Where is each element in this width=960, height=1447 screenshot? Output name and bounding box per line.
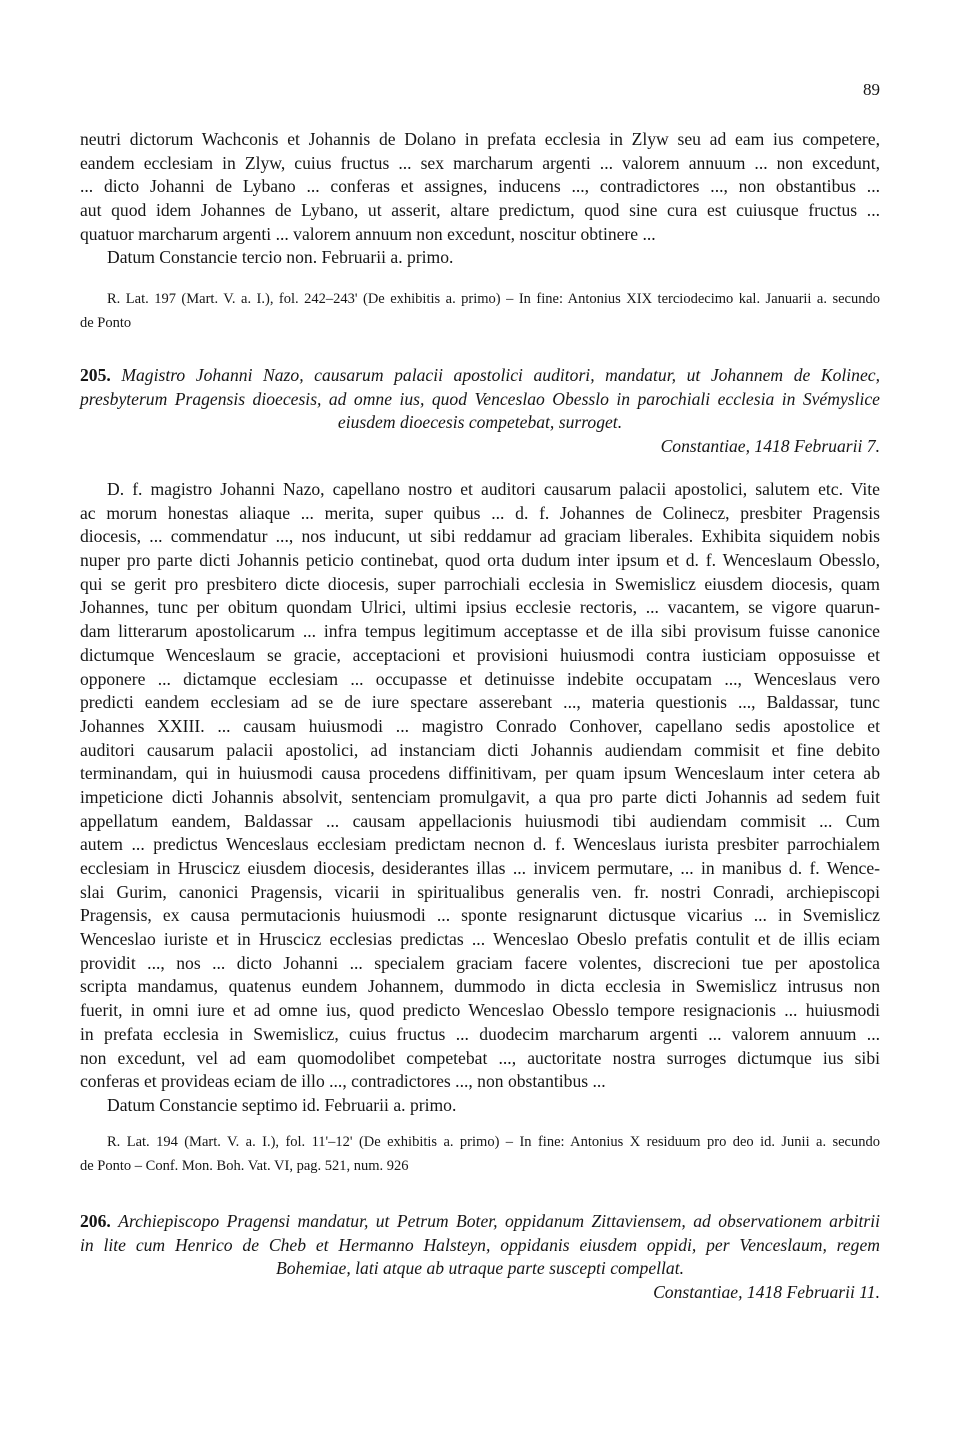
dating-clause: Datum Constancie tercio non. Februarii a. primo. xyxy=(107,247,454,268)
text-line: quatuor marcharum argenti ... valorem annuum non excedunt, noscitur obtinere ... xyxy=(80,223,656,244)
source-note-line: de Ponto xyxy=(80,315,132,331)
text-line: diocesis, ... commendatur ..., nos inducunt, ut sibi reddamur ad graciam liberales. Exhibita siquidem nobis xyxy=(80,526,880,547)
document-summary xyxy=(80,364,880,459)
summary-text: Magistro Johanni Nazo, causarum palacii apostolici auditori, mandatur, ut Johannem de Kolinec, xyxy=(121,365,880,385)
place-date: Constantiae, 1418 Februarii 7. xyxy=(660,436,880,457)
summary-line xyxy=(80,364,880,388)
text-line: Johannes XXIII. ... causam huiusmodi ... magistro Conrado Conhover, capellano sedis apostolice et xyxy=(80,715,880,736)
text-line: scripta mandamus, quatenus eundem Johannem, dummodo in dicta ecclesia in Swemislicz intrusus non xyxy=(80,976,880,997)
source-note xyxy=(80,1130,880,1178)
text-line: nuper pro parte dicti Johannis peticio continebat, quod orta dudum inter ipsum et d. f. Wenceslaum Obesslo, xyxy=(80,550,880,571)
text-line: providit ..., nos ... dicto Johanni ... specialem graciam facere volentes, discrecioni tue per apostolica xyxy=(80,952,880,973)
text-line: Pragensis, ex causa permutacionis huiusmodi ... sponte resignarunt dictusque vicarius ... in Svemislicz xyxy=(80,905,880,926)
text-line: eandem ecclesiam in Zlyw, cuius fructus ... sex marcharum argenti ... valorem annuum ... non excedunt, xyxy=(80,152,880,173)
text-line: fuerit, in omni iure et ad omne ius, quod predicto Wenceslao Obesslo tempore resignacionis ... huiusmodi xyxy=(80,1000,880,1021)
text-line: ecclesiam in Hruscicz eiusdem diocesis, desiderantes illas ... invicem permutare, ... in manibus d. f. Wence- xyxy=(80,858,880,878)
source-note-line: R. Lat. 194 (Mart. V. a. I.), fol. 11'–12' (De exhibitis a. primo) – In fine: Antonius X residuum pro deo id. Junii a. secundo xyxy=(107,1134,880,1150)
text-line: auditori causarum palacii apostolici, ad instanciam dicti Johannis audiendam commisit et fine debito xyxy=(80,739,880,760)
text-line: impeticione dicti Johannis absolvit, sentenciam promulgavit, a qua pro parte dicti Johannis ad sedem fuit xyxy=(80,786,880,807)
text-line: autem ... predictus Wenceslaus ecclesiam predictam necnon d. f. Wenceslaus iurista presbiter parrochialem xyxy=(80,834,880,855)
document-number: 206. xyxy=(80,1211,111,1231)
text-line: qui se gerit pro presbitero dicte diocesis, super parrochiali ecclesia in Swemislicz eiusdem diocesis, quam xyxy=(80,573,880,594)
text-line: aut quod idem Johannes de Lybano, ut asserit, altare predictum, quod sine cura est cuiusque fructus ... xyxy=(80,200,880,221)
text-line: slai Gurim, canonici Pragensis, vicarii in spiritualibus generalis ven. fr. nostri Conradi, archiepiscopi xyxy=(80,881,880,902)
source-note-line: de Ponto – Conf. Mon. Boh. Vat. VI, pag. 521, num. 926 xyxy=(80,1158,409,1174)
dating-clause: Datum Constancie septimo id. Februarii a. primo. xyxy=(107,1094,457,1115)
summary-line: in lite cum Henrico de Cheb et Hermanno Halsteyn, oppidanis eiusdem oppidi, per Venceslaum, regem xyxy=(80,1234,880,1255)
page-number: 89 xyxy=(863,80,880,99)
text-line: D. f. magistro Johanni Nazo, capellano nostro et auditori causarum palacii apostolici, salutem etc. Vite xyxy=(107,479,880,499)
summary-line: presbyterum Pragensis dioecesis, ad omne ius, quod Venceslao Obesslo in parochiali ecclesia in Svémyslice xyxy=(80,388,880,409)
document-text xyxy=(80,478,880,1118)
text-line: in prefata ecclesia in Swemislicz, cuius fructus ... duodecim marcharum argenti ... valorem annuum ... xyxy=(80,1023,880,1044)
summary-line xyxy=(80,1210,880,1234)
place-date: Constantiae, 1418 Februarii 11. xyxy=(653,1282,880,1303)
text-line: ... dicto Johanni de Lybano ... conferas et assignes, inducens ..., contradictores ..., non obstantibus ... xyxy=(80,176,880,197)
text-line: conferas et provideas eciam de illo ..., contradictores ..., non obstantibus ... xyxy=(80,1071,606,1092)
text-line: opponere ... dictamque ecclesiam ... occupasse et detinuisse indebite occupatam ..., Wenceslaus vero xyxy=(80,668,880,689)
text-line: ac morum honestas aliaque ... merita, super quibus ... d. f. Johannes de Colinecz, presbiter Pragensis xyxy=(80,502,880,523)
text-line: dictumque Wenceslaum se gracie, acceptacioni et provisioni huiusmodi contra iusticiam opposuisse et xyxy=(80,644,880,665)
text-line: Wenceslao iuriste et in Hruscicz ecclesias predictas ... Wenceslao Obeslo prefatis contulit et de illis eciam xyxy=(80,929,880,950)
text-line: predicti eandem ecclesiam ad se de iure spectare asserebant ..., materia questionis ..., Baldassar, tunc xyxy=(80,692,880,713)
continuation-text xyxy=(80,128,880,270)
summary-line: Bohemiae, lati atque ab utraque parte suscepti compellat. xyxy=(275,1258,684,1279)
document-number: 205. xyxy=(80,365,111,385)
text-line: terminandam, qui in huiusmodi causa procedens diffinitivam, per quam ipsum Wenceslaum inter cetera ab xyxy=(80,763,880,784)
text-line: neutri dictorum Wachconis et Johannis de Dolano in prefata ecclesia in Zlyw seu ad eam ius competere, xyxy=(80,129,880,149)
document-summary xyxy=(80,1210,880,1305)
text-line: non excedunt, vel ad eam quomodolibet competebat ..., auctoritate nostra surroges dictumque ius sibi xyxy=(80,1047,880,1068)
summary-text: Archiepiscopo Pragensi mandatur, ut Petrum Boter, oppidanum Zittaviensem, ad observationem arbitrii xyxy=(118,1211,881,1231)
source-note xyxy=(80,287,880,335)
text-line: Johannes, tunc per obitum quondam Ulrici, ultimi ipsius ecclesie rectoris, ... vacantem, se vigore quarun- xyxy=(80,597,880,618)
text-line: dam litterarum apostolicarum ... infra tempus legitimum acceptasse et de illa sibi provisum fuisse canonice xyxy=(80,621,880,642)
text-line: appellatum eandem, Baldassar ... causam appellacionis huiusmodi tibi audiendam commisit ... Cum xyxy=(80,810,880,831)
summary-line: eiusdem dioecesis competebat, surroget. xyxy=(337,412,623,433)
source-note-line: R. Lat. 197 (Mart. V. a. I.), fol. 242–243' (De exhibitis a. primo) – In fine: Antonius XIX terciodecimo kal. Januarii a. secundo xyxy=(107,291,880,307)
